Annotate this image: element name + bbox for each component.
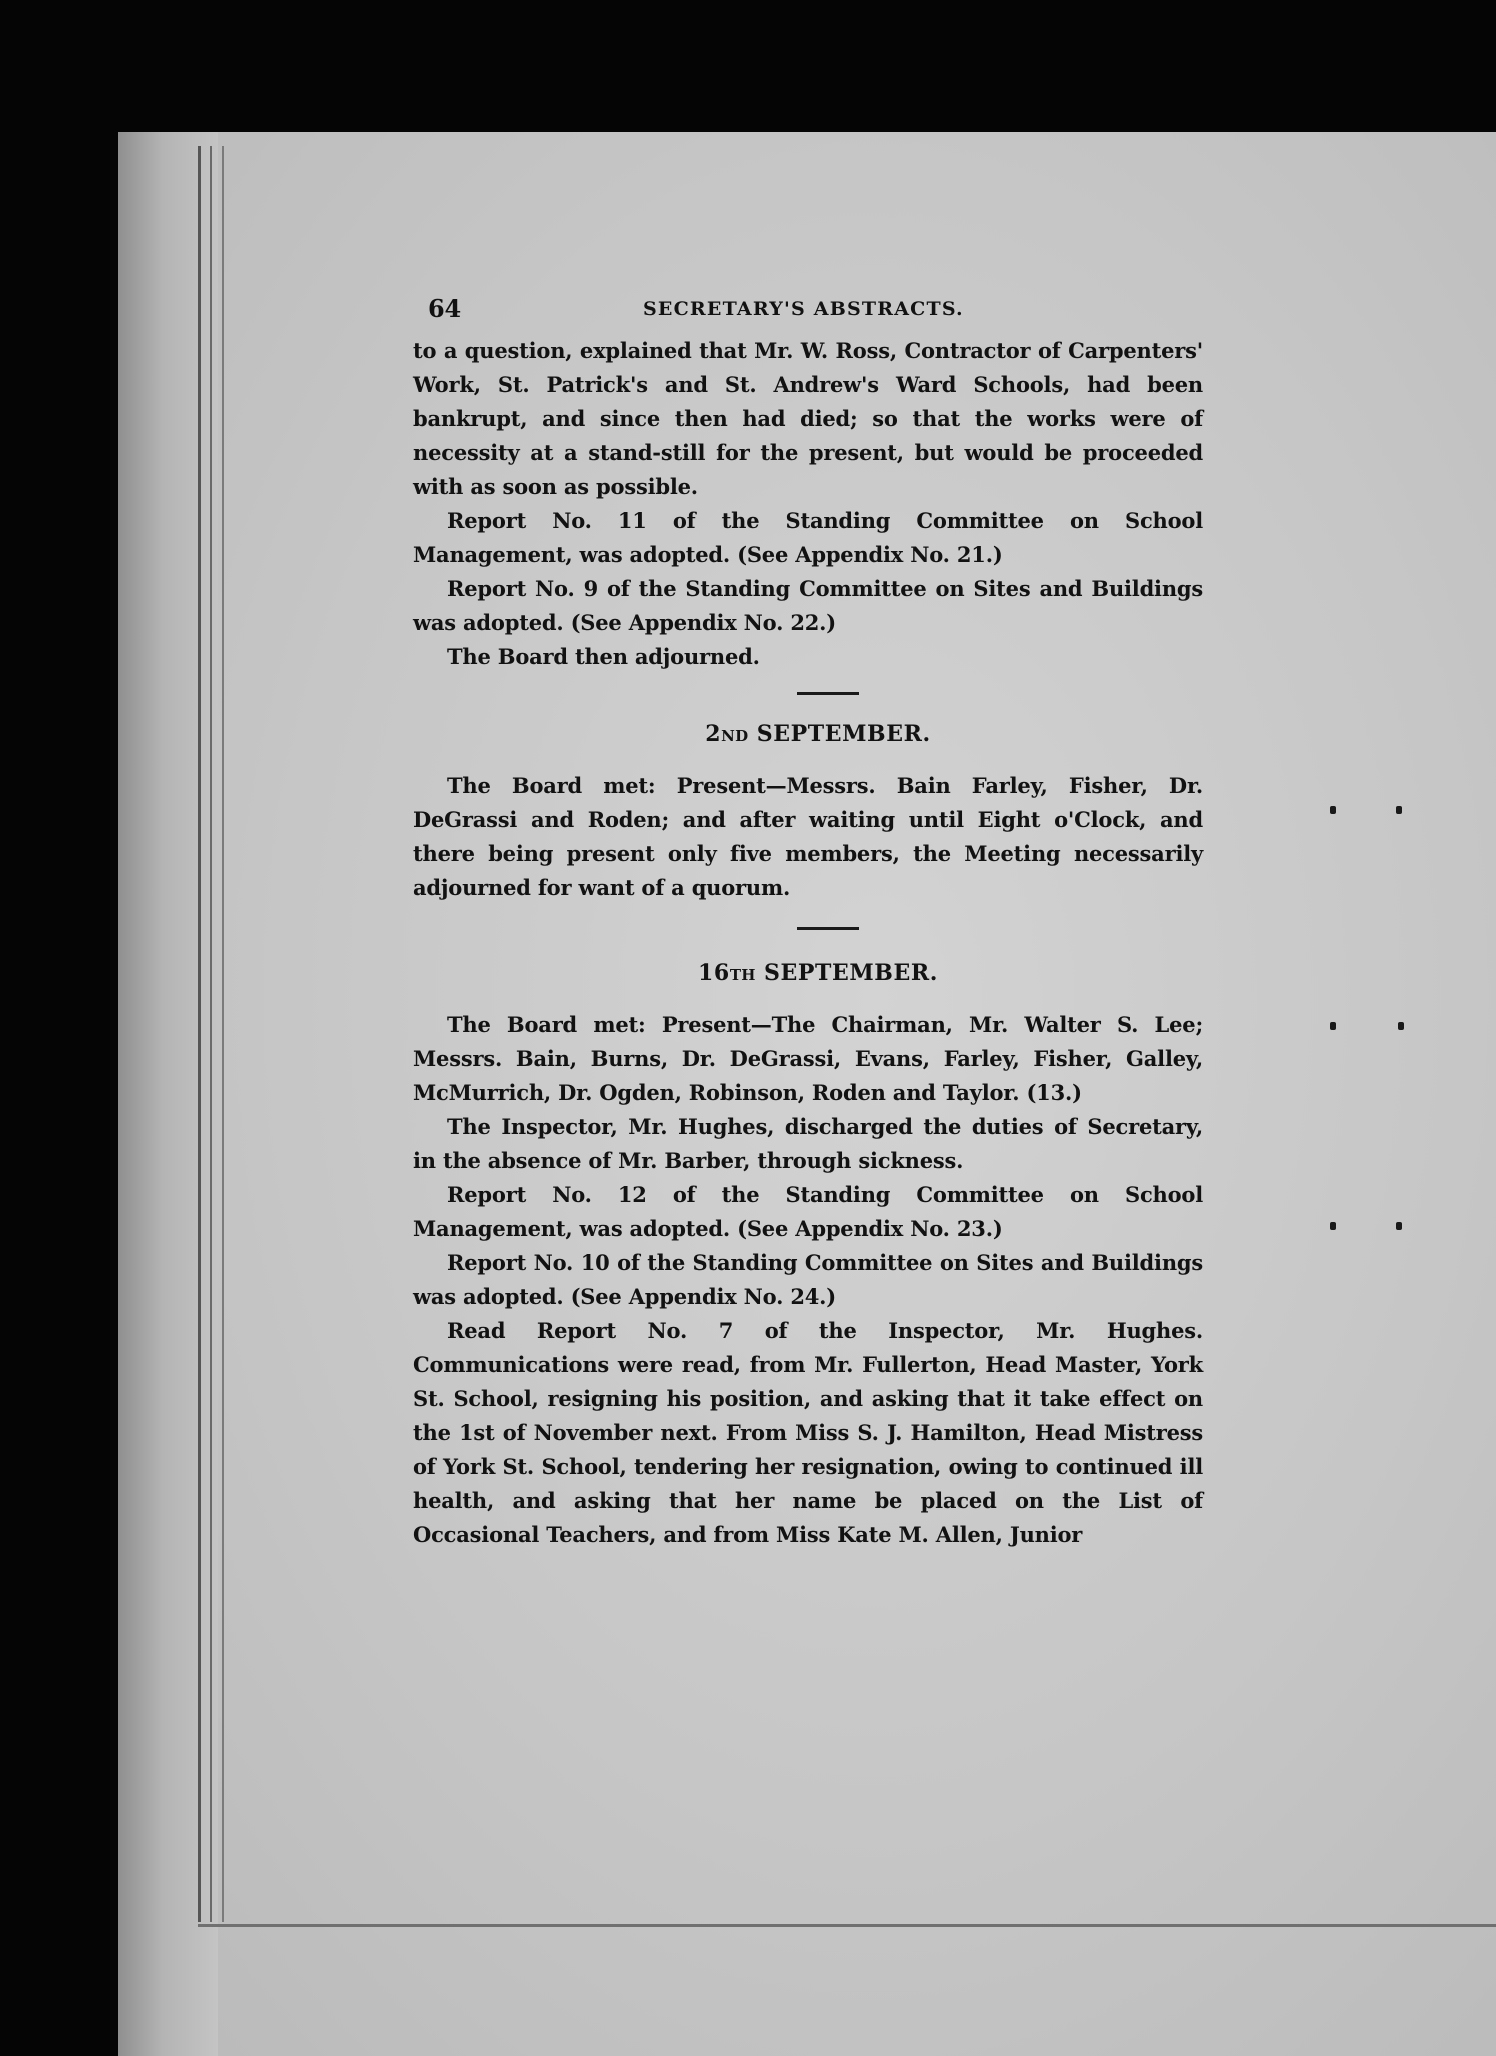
heading-ordinal: ND: [721, 727, 749, 745]
body-paragraph: The Inspector, Mr. Hughes, discharged the duties of Secretary, in the absence of Mr. Barber, through sickness.: [413, 1114, 1203, 1173]
body-paragraph: Report No. 11 of the Standing Committee on School Management, was adopted. (See Appendix No. 21.): [413, 508, 1203, 567]
scan-speck: [1398, 1022, 1404, 1030]
binding-edge-line: [198, 146, 201, 1922]
date-heading: [433, 956, 1203, 992]
section-divider: [797, 692, 859, 695]
scan-speck: [1330, 1222, 1336, 1230]
body-paragraph: Read Report No. 7 of the Inspector, Mr. Hughes. Communications were read, from Mr. Fullerton, Head Master, York St. School, resigning his position, and asking that it take effect on the 1st of November next. From Miss S. J. Hamilton, Head Mistress of York St. School, tendering her resignation, owing to continued ill health, and asking that her name be placed on the List of Occasional Teachers, and from Miss Kate M. Allen, Junior: [413, 1318, 1203, 1547]
page-bottom-edge: [198, 1924, 1496, 1927]
text-column: [413, 294, 1203, 1552]
running-title: SECRETARY'S ABSTRACTS.: [643, 298, 964, 320]
heading-month: SEPTEMBER.: [748, 721, 931, 747]
binding-edge-line: [210, 146, 212, 1922]
section-divider: [797, 927, 859, 930]
heading-day: 2: [705, 721, 722, 747]
scan-speck: [1330, 1022, 1336, 1030]
scan-speck: [1330, 806, 1336, 814]
page-number: 64: [428, 294, 461, 323]
body-paragraph: Report No. 9 of the Standing Committee on Sites and Buildings was adopted. (See Appendix No. 22.): [413, 576, 1203, 635]
date-heading: [433, 717, 1203, 753]
heading-ordinal: TH: [729, 966, 756, 984]
body-paragraph: to a question, explained that Mr. W. Ross, Contractor of Carpenters' Work, St. Patrick's and St. Andrew's Ward Schools, had been bankrupt, and since then had died; so that the works were of necessity at a stand-still for the present, but would be proceeded with as soon as possible.: [413, 338, 1203, 499]
body-paragraph: Report No. 10 of the Standing Committee on Sites and Buildings was adopted. (See Appendix No. 24.): [413, 1250, 1203, 1309]
binding-shadow: [118, 132, 218, 2056]
running-head: [413, 294, 1203, 334]
body-paragraph: The Board met: Present—Messrs. Bain Farley, Fisher, Dr. DeGrassi and Roden; and after waiting until Eight o'Clock, and there being present only five members, the Meeting necessarily adjourned for want of a quorum.: [413, 773, 1203, 900]
scan-speck: [1396, 806, 1402, 814]
body-paragraph: The Board then adjourned.: [447, 644, 760, 669]
binding-edge-line: [222, 146, 224, 1922]
scan-speck: [1396, 1222, 1402, 1230]
heading-month: SEPTEMBER.: [755, 960, 939, 986]
body-paragraph: The Board met: Present—The Chairman, Mr. Walter S. Lee; Messrs. Bain, Burns, Dr. DeGrassi, Evans, Farley, Fisher, Galley, McMurrich, Dr. Ogden, Robinson, Roden and Taylor. (13.): [413, 1012, 1203, 1105]
body-paragraph: Report No. 12 of the Standing Committee on School Management, was adopted. (See Appendix No. 23.): [413, 1182, 1203, 1241]
heading-day: 16: [697, 960, 730, 986]
